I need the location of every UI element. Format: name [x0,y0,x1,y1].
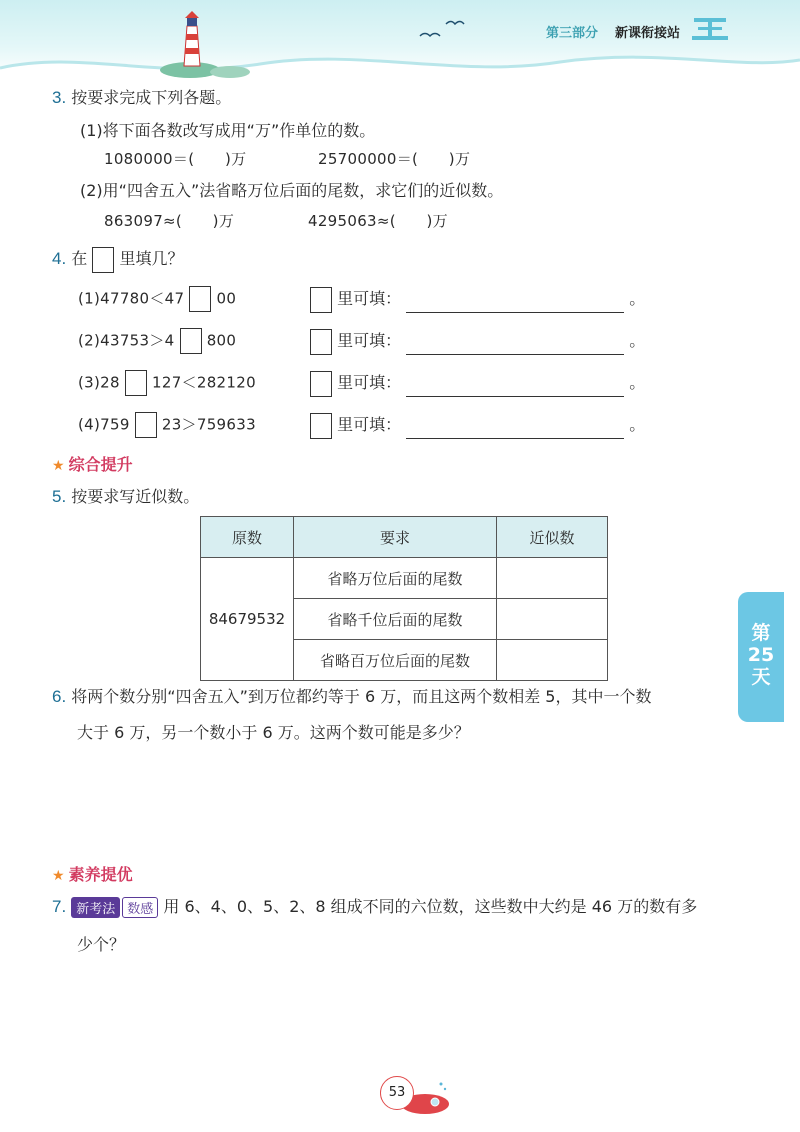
question-line-2: 大于 6 万，另一个数小于 6 万。这两个数可能是多少？ [77,723,470,742]
q4-row-2-fill [310,328,645,355]
digit-box[interactable] [125,370,147,396]
q4-row-4-fill [310,412,645,439]
table-row [201,558,608,599]
wave-decoration [0,40,800,90]
table-header: 要求 [294,517,497,558]
question-title-pre: 在 [71,249,88,268]
section-title: 综合提升 [68,455,133,474]
answer-cell[interactable] [497,640,608,681]
period: 。 [629,289,646,308]
question-6 [52,684,651,707]
page-number: 53 [380,1076,414,1110]
answer-box[interactable] [92,247,114,273]
row-left-post: 127＜282120 [152,373,256,392]
q3-sub1: (1)将下面各数改写成用“万”作单位的数。 [80,121,376,140]
q4-row-3 [78,370,256,396]
digit-box[interactable] [189,286,211,312]
q4-row-1 [78,286,236,312]
answer-cell[interactable] [497,558,608,599]
tab-line-2: 25 [747,644,775,666]
q3-sub2-b: 4295063≈( )万 [308,212,448,230]
q3-sub2-a: 863097≈( )万 [104,212,235,230]
table-header: 原数 [201,517,294,558]
box-symbol [310,371,332,397]
question-number: 5. [52,487,67,506]
row-left-pre: (2)43753＞4 [78,331,175,350]
answer-blank[interactable] [406,336,624,355]
answer-blank[interactable] [406,294,624,313]
section-logo-icon [690,14,730,44]
fill-label: 里可填： [337,373,402,392]
answer-blank[interactable] [406,420,624,439]
answer-cell[interactable] [497,599,608,640]
part-label: 第三部分 [546,26,599,41]
question-line-1: 将两个数分别“四舍五入”到万位都约等于 6 万，而且这两个数相差 5，其中一个数 [71,687,652,706]
question-title: 按要求完成下列各题。 [71,88,232,107]
question-number: 6. [52,687,67,706]
question-7 [52,894,697,918]
question-line-2: 少个？ [77,935,126,954]
question-number: 3. [52,88,67,107]
row-left-pre: (1)47780＜47 [78,289,185,308]
question-3 [52,85,231,108]
star-icon: ★ [52,868,65,884]
question-title: 按要求写近似数。 [71,487,200,506]
q4-row-4 [78,412,256,438]
number-sense-tag: 数感 [122,897,158,918]
box-symbol [310,287,332,313]
q4-row-2 [78,328,236,354]
digit-box[interactable] [135,412,157,438]
question-number: 7. [52,897,67,916]
q3-sub1-b: 25700000＝( )万 [318,150,471,168]
part-title: 新课衔接站 [615,26,681,41]
original-number-cell: 84679532 [201,558,294,681]
box-symbol [310,329,332,355]
q4-row-3-fill [310,370,645,397]
answer-blank[interactable] [406,378,624,397]
requirement-cell: 省略千位后面的尾数 [294,599,497,640]
fill-label: 里可填： [337,289,402,308]
q4-row-1-fill [310,286,645,313]
row-left-post: 800 [206,331,237,350]
row-left-pre: (4)759 [78,415,130,434]
fill-label: 里可填： [337,331,402,350]
question-number: 4. [52,249,67,268]
section-header-1 [52,452,133,475]
approximation-table [200,516,608,681]
question-4 [52,246,184,273]
period: 。 [629,331,646,350]
new-method-tag: 新考法 [71,897,120,918]
period: 。 [629,373,646,392]
question-5 [52,484,199,507]
q3-sub1-a: 1080000＝( )万 [104,150,247,168]
requirement-cell: 省略万位后面的尾数 [294,558,497,599]
period: 。 [629,415,646,434]
digit-box[interactable] [180,328,202,354]
question-title-post: 里填几？ [119,249,184,268]
requirement-cell: 省略百万位后面的尾数 [294,640,497,681]
lighthouse-icon [160,8,250,78]
fill-label: 里可填： [337,415,402,434]
section-header-2 [52,862,133,885]
question-line-1: 用 6、4、0、5、2、8 组成不同的六位数，这些数中大约是 46 万的数有多 [163,897,698,916]
box-symbol [310,413,332,439]
tab-line-1: 第 [751,622,771,644]
row-left-post: 00 [216,289,237,308]
row-left-pre: (3)28 [78,373,120,392]
section-title: 素养提优 [68,865,133,884]
star-icon: ★ [52,458,65,474]
tab-line-3: 天 [751,666,771,688]
day-side-tab [738,592,784,722]
row-left-post: 23＞759633 [161,415,256,434]
birds-icon [418,16,468,42]
q3-sub2: (2)用“四舍五入”法省略万位后面的尾数，求它们的近似数。 [80,181,504,200]
table-header: 近似数 [497,517,608,558]
table-header-row [201,517,608,558]
